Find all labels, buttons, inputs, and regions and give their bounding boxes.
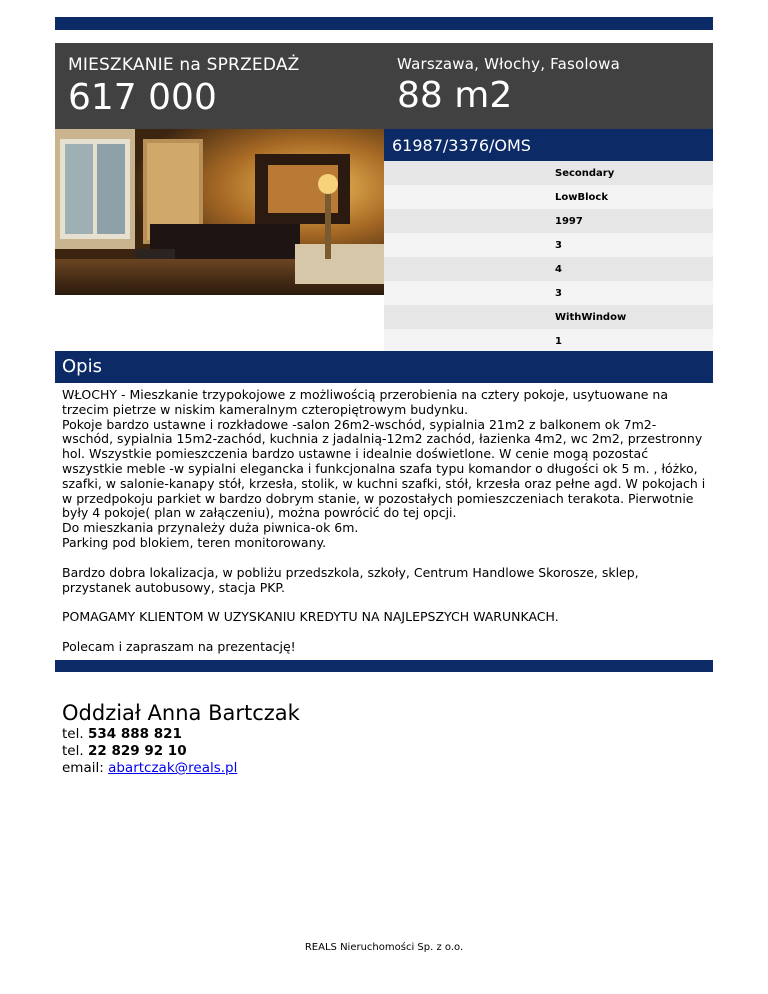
spec-table bbox=[384, 161, 713, 353]
phone-number-2: 22 829 92 10 bbox=[87, 743, 187, 759]
apartment-photo bbox=[55, 129, 384, 295]
spec-value: LowBlock bbox=[555, 192, 608, 203]
listing-location: Warszawa, Włochy, Fasolowa bbox=[397, 55, 620, 73]
spec-row bbox=[384, 281, 713, 305]
phone-label: tel. bbox=[62, 743, 84, 759]
spec-row bbox=[384, 233, 713, 257]
spec-row bbox=[384, 305, 713, 329]
spec-row bbox=[384, 185, 713, 209]
spec-value: 1 bbox=[555, 336, 562, 347]
spec-value: 3 bbox=[555, 240, 562, 251]
email-line bbox=[62, 760, 300, 777]
description-paragraph: WŁOCHY - Mieszkanie trzypokojowe z możliwością przerobienia na cztery pokoje, usytuowane na trzecim pietrze w niskim kameralnym czteropiętrowym budynku. Pokoje bardzo ustawne i rozkładowe -salon 26m2-wschód, sypialnia 21m2 z balkonem ok 7m2-wschód, sypialnia 15m2-zachód, kuchnia z jadalnią-12m2 zachód, łazienka 4m2, wc 2m2, przestronny hol. Wszystkie pomieszczenia bardzo ustawne i idealnie doświetlone. W cenie mogą pozostać wszystkie meble -w sypialni elegancka i funkcjonalna szafa typu komandor o długości ok 5 m. , łóżko, szafki, w salonie-kanapy stół, krzesła, stolik, w kuchni szafki, stół, krzesła oraz pełne agd. W pokojach i w przedpokoju parkiet w bardzo dobrym stanie, w pozostałych pomieszczeniach terakota. Pierwotnie były 4 pokoje( plan w załączeniu), można powrócić do tej opcji. Do mieszkania przynależy duża piwnica-ok 6m. Parking pod blokiem, teren monitorowany. bbox=[62, 387, 706, 550]
listing-area: 88 m2 bbox=[397, 75, 513, 116]
email-link[interactable]: abartczak@reals.pl bbox=[108, 760, 238, 776]
spec-row bbox=[384, 209, 713, 233]
reference-number: 61987/3376/OMS bbox=[392, 136, 531, 155]
description-body bbox=[62, 388, 706, 670]
spec-value: 4 bbox=[555, 264, 562, 275]
top-accent-bar bbox=[55, 17, 713, 30]
spec-value: WithWindow bbox=[555, 312, 627, 323]
phone-line-2 bbox=[62, 743, 300, 760]
spec-value: Secondary bbox=[555, 168, 615, 179]
footer-company: REALS Nieruchomości Sp. z o.o. bbox=[304, 942, 464, 953]
listing-price: 617 000 bbox=[68, 77, 217, 118]
listing-header bbox=[55, 43, 713, 129]
agent-name: Oddział Anna Bartczak bbox=[62, 701, 300, 725]
spec-row bbox=[384, 329, 713, 353]
header-left bbox=[68, 43, 300, 119]
phone-label: tel. bbox=[62, 726, 84, 742]
header-right bbox=[397, 43, 620, 117]
spec-value: 1997 bbox=[555, 216, 583, 227]
phone-line-1 bbox=[62, 726, 300, 743]
description-paragraph: POMAGAMY KLIENTOM W UZYSKANIU KREDYTU NA NAJLEPSZYCH WARUNKACH. bbox=[62, 609, 559, 625]
agent-contact bbox=[62, 700, 300, 777]
description-heading-bar bbox=[55, 351, 713, 383]
description-paragraph: Polecam i zapraszam na prezentację! bbox=[62, 639, 296, 655]
spec-row bbox=[384, 257, 713, 281]
description-paragraph: Bardzo dobra lokalizacja, w pobliżu przedszkola, szkoły, Centrum Handlowe Skorosze, sklep, przystanek autobusowy, stacja PKP. bbox=[62, 564, 639, 595]
divider-bar bbox=[55, 660, 713, 672]
listing-type: MIESZKANIE na SPRZEDAŻ bbox=[68, 55, 300, 75]
spec-value: 3 bbox=[555, 288, 562, 299]
reference-number-bar bbox=[384, 129, 713, 161]
phone-number-1: 534 888 821 bbox=[87, 726, 182, 742]
spec-row bbox=[384, 161, 713, 185]
email-label: email: bbox=[62, 760, 104, 776]
description-heading: Opis bbox=[62, 356, 102, 377]
